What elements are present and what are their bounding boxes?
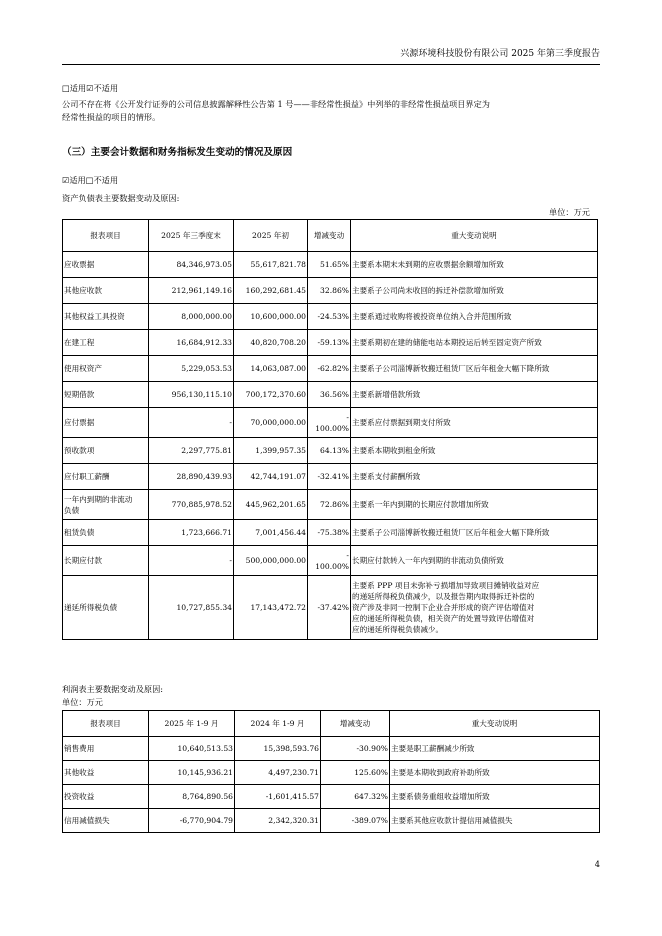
col-header-change: 增减变动 (308, 220, 351, 252)
income-col-header-prev: 2024 年 1-9 月 (235, 711, 321, 737)
table-row (63, 438, 598, 464)
row-change: -62.82% (308, 356, 351, 382)
row-item-line: 一年内到期的非流动 (64, 494, 133, 504)
row-change: -59.13% (308, 330, 351, 356)
table-row (63, 520, 598, 546)
table-row (63, 761, 600, 785)
row-end-value: 84,346,973.05 (149, 252, 234, 278)
row-item: 信用减值损失 (63, 809, 149, 833)
income-col-header-cur: 2025 年 1-9 月 (149, 711, 235, 737)
row-item: 应收票据 (63, 252, 149, 278)
row-start-value: 700,172,370.60 (234, 382, 308, 408)
header-divider (62, 64, 600, 65)
row-end-value: 1,723,666.71 (149, 520, 234, 546)
row-change: -75.38% (308, 520, 351, 546)
row-change: -37.42% (308, 576, 351, 640)
row-start-value: 445,962,201.65 (234, 490, 308, 520)
row-reason: 主要系其他应收款计提信用减值损失 (390, 809, 600, 833)
row-change: -24.53% (308, 304, 351, 330)
row-item: 使用权资产 (63, 356, 149, 382)
row-item: 递延所得税负债 (63, 576, 149, 640)
income-statement-table (62, 710, 600, 833)
row-end-value: 10,727,855.34 (149, 576, 234, 640)
row-reason-line: 应的递延所得税负债，相关资产的处置导致评估增值对 (352, 614, 535, 623)
table-row (63, 382, 598, 408)
row-item: 应付职工薪酬 (63, 464, 149, 490)
table-row (63, 785, 600, 809)
row-start-value: 160,292,681.45 (234, 278, 308, 304)
row-item: 预收款项 (63, 438, 149, 464)
row-change-value: 100.00% (315, 561, 349, 571)
row-reason: 主要系支付薪酬所致 (351, 464, 598, 490)
row-end-value: 16,684,912.33 (149, 330, 234, 356)
row-item: 长期应付款 (63, 546, 149, 576)
row-reason: 主要系期初在建的储能电站本期投运后转至固定资产所致 (351, 330, 598, 356)
row-item (63, 490, 149, 520)
row-item: 其他收益 (63, 761, 149, 785)
table-row (63, 490, 598, 520)
row-reason: 主要系子公司淄博新牧搬迁租赁厂区后年租金大幅下降所致 (351, 356, 598, 382)
nonrecurring-text-line1: 公司不存在将《公开发行证券的公司信息披露解释性公告第 1 号——非经常性损益》中列举的非经常性损益项目界定为 (62, 99, 490, 109)
table-row (63, 356, 598, 382)
row-change: -30.90% (321, 737, 390, 761)
income-col-header-item: 报表项目 (63, 711, 149, 737)
row-reason: 主要系子公司淄博新牧搬迁租赁厂区后年租金大幅下降所致 (351, 520, 598, 546)
col-header-end: 2025 年三季度末 (149, 220, 234, 252)
page-number: 4 (594, 859, 600, 869)
row-change: 32.86% (308, 278, 351, 304)
row-end-value: 956,130,115.10 (149, 382, 234, 408)
row-current-value: 10,145,936.21 (149, 761, 235, 785)
row-reason: 主要系一年内到期的长期应付款增加所致 (351, 490, 598, 520)
income-unit: 单位：万元 (62, 697, 103, 707)
row-reason: 主要是职工薪酬减少所致 (390, 737, 600, 761)
table-row (63, 809, 600, 833)
row-current-value: 8,764,890.56 (149, 785, 235, 809)
table-row (63, 252, 598, 278)
row-previous-value: -1,601,415.57 (235, 785, 321, 809)
row-item: 其他应收款 (63, 278, 149, 304)
row-start-value: 10,600,000.00 (234, 304, 308, 330)
row-end-value: 2,297,775.81 (149, 438, 234, 464)
section-checkbox-line: ☑适用□不适用 (62, 175, 119, 185)
row-reason: 主要系应付票据到期支付所致 (351, 408, 598, 438)
row-reason: 主要系通过收购将被投资单位纳入合并范围所致 (351, 304, 598, 330)
row-reason: 长期应付款转入一年内到期的非流动负债所致 (351, 546, 598, 576)
table-row (63, 408, 598, 438)
row-end-value: - (149, 546, 234, 576)
row-reason-line: 的递延所得税负债减少，以及报告期内取得拆迁补偿的 (352, 592, 535, 601)
report-header-title: 兴源环境科技股份有限公司 2025 年第三季度报告 (400, 49, 600, 59)
row-end-value: 28,890,439.93 (149, 464, 234, 490)
row-change (308, 546, 351, 576)
section-heading: （三）主要会计数据和财务指标发生变动的情况及原因 (62, 147, 293, 158)
row-end-value: 5,229,053.53 (149, 356, 234, 382)
income-col-header-change: 增减变动 (321, 711, 390, 737)
table-row (63, 278, 598, 304)
row-start-value: 1,399,957.35 (234, 438, 308, 464)
table-row (63, 546, 598, 576)
row-previous-value: 15,398,593.76 (235, 737, 321, 761)
row-item: 租赁负债 (63, 520, 149, 546)
table-row (63, 737, 600, 761)
row-change-sign: - (346, 550, 349, 560)
row-reason: 主要系本期末未到期的应收票据余额增加所致 (351, 252, 598, 278)
table-row (63, 304, 598, 330)
row-change: 64.13% (308, 438, 351, 464)
row-start-value: 500,000,000.00 (234, 546, 308, 576)
row-end-value: 770,885,978.52 (149, 490, 234, 520)
row-change: 51.65% (308, 252, 351, 278)
col-header-reason: 重大变动说明 (351, 220, 598, 252)
row-end-value: 8,000,000.00 (149, 304, 234, 330)
row-change-sign: - (346, 412, 349, 422)
nonrecurring-text-line2: 经常性损益的项目的情形。 (62, 112, 161, 122)
row-reason: 主要系本期收到租金所致 (351, 438, 598, 464)
row-previous-value: 4,497,230.71 (235, 761, 321, 785)
row-item: 其他权益工具投资 (63, 304, 149, 330)
row-reason: 主要是本期收到政府补助所致 (390, 761, 600, 785)
income-intro: 利润表主要数据变动及原因: (62, 684, 164, 694)
col-header-start: 2025 年初 (234, 220, 308, 252)
row-reason: 主要系子公司尚未收回的拆迁补偿款增加所致 (351, 278, 598, 304)
row-change: -389.07% (321, 809, 390, 833)
row-start-value: 55,617,821.78 (234, 252, 308, 278)
row-item: 在建工程 (63, 330, 149, 356)
row-start-value: 70,000,000.00 (234, 408, 308, 438)
row-start-value: 40,820,708.20 (234, 330, 308, 356)
row-reason-line: 应的递延所得税负债减少。 (352, 625, 444, 634)
row-item: 应付票据 (63, 408, 149, 438)
row-change: 125.60% (321, 761, 390, 785)
row-end-value: 212,961,149.16 (149, 278, 234, 304)
row-reason-line: 资产涉及非同一控制下企业合并形成的资产评估增值对 (352, 603, 535, 612)
row-change: 36.56% (308, 382, 351, 408)
row-change (308, 408, 351, 438)
row-previous-value: 2,342,320.31 (235, 809, 321, 833)
row-reason: 主要系债务重组收益增加所致 (390, 785, 600, 809)
row-reason-line: 主要系 PPP 项目未弥补亏损增加导致项目摊销收益对应 (352, 581, 540, 590)
row-item-line: 负债 (64, 505, 80, 515)
row-start-value: 42,744,191.07 (234, 464, 308, 490)
row-item: 销售费用 (63, 737, 149, 761)
row-start-value: 14,063,087.00 (234, 356, 308, 382)
row-reason (351, 576, 598, 640)
row-change: -32.41% (308, 464, 351, 490)
row-start-value: 17,143,472.72 (234, 576, 308, 640)
income-col-header-reason: 重大变动说明 (390, 711, 600, 737)
row-change: 72.86% (308, 490, 351, 520)
row-current-value: 10,640,513.53 (149, 737, 235, 761)
row-change-value: 100.00% (315, 423, 349, 433)
table-row (63, 464, 598, 490)
balance-sheet-table (62, 219, 598, 640)
row-item: 投资收益 (63, 785, 149, 809)
row-end-value: - (149, 408, 234, 438)
nonrecurring-checkbox-line: □适用☑不适用 (62, 83, 119, 93)
balance-unit: 单位：万元 (549, 207, 590, 217)
table-row (63, 330, 598, 356)
row-reason: 主要系新增借款所致 (351, 382, 598, 408)
balance-intro: 资产负债表主要数据变动及原因: (62, 193, 180, 203)
table-row (63, 576, 598, 640)
row-start-value: 7,001,456.44 (234, 520, 308, 546)
row-change: 647.32% (321, 785, 390, 809)
row-current-value: -6,770,904.79 (149, 809, 235, 833)
col-header-item: 报表项目 (63, 220, 149, 252)
row-item: 短期借款 (63, 382, 149, 408)
